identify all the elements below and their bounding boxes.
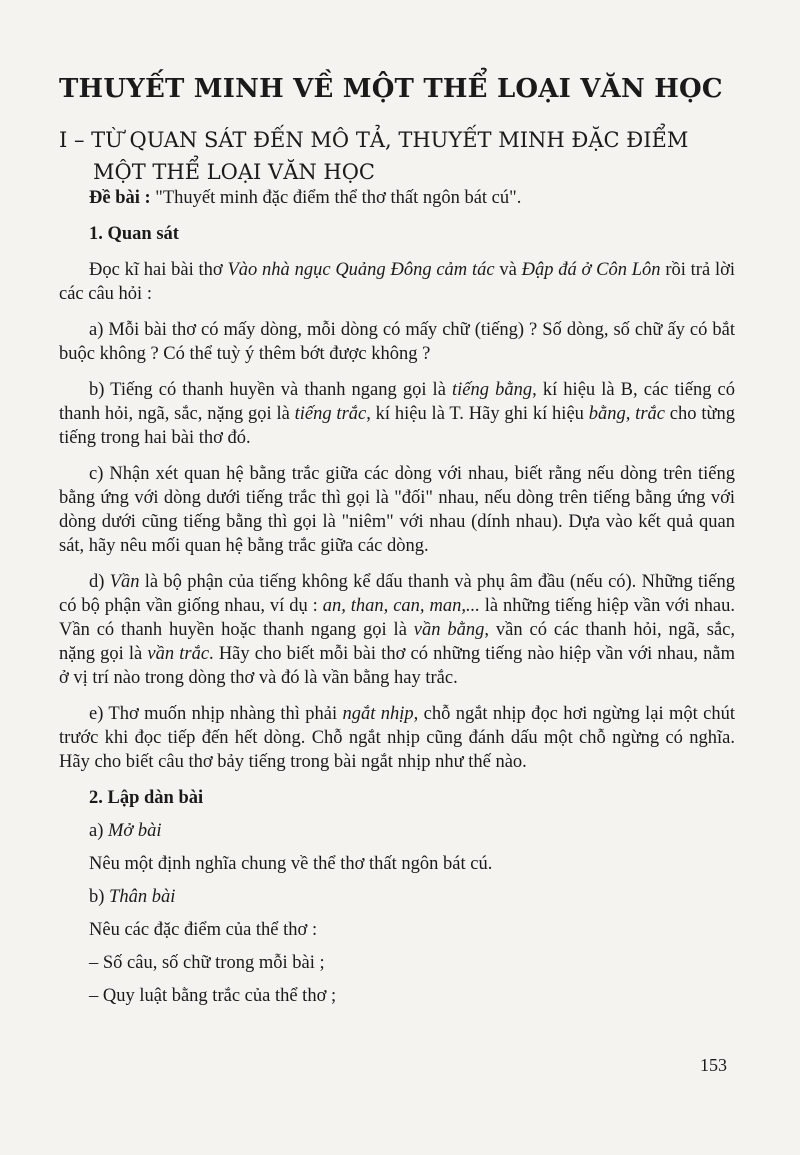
section-heading	[59, 124, 688, 188]
page-title: THUYẾT MINH VỀ MỘT THỂ LOẠI VĂN HỌC	[59, 74, 723, 104]
section-heading-line-1: I – TỪ QUAN SÁT ĐẾN MÔ TẢ, THUYẾT MINH ĐẶC ĐIỂM	[59, 128, 689, 152]
outline-a-text: Nêu một định nghĩa chung về thể thơ thất ngôn bát cú.	[89, 854, 493, 874]
bullet-item: – Quy luật bằng trắc của thể thơ ;	[89, 986, 337, 1006]
question-a: a) Mỗi bài thơ có mấy dòng, mỗi dòng có mấy chữ (tiếng) ? Số dòng, số chữ ấy có bắt buộc không ? Có thể tuỳ ý thêm bớt được không ?	[59, 320, 735, 364]
question-c: c) Nhận xét quan hệ bằng trắc giữa các dòng với nhau, biết rằng nếu dòng trên tiếng bằng ứng với dòng dưới tiếng trắc thì gọi là "đối" nhau, nếu dòng trên tiếng bằng ứng với dòng dưới cũng tiếng bằng thì gọi là "niêm" với nhau (dính nhau). Dựa vào kết quả quan sát, hãy nêu mối quan hệ bằng trắc giữa các dòng.	[59, 464, 735, 556]
outline-b-text: Nêu các đặc điểm của thể thơ :	[89, 920, 318, 940]
bullet-item: – Số câu, số chữ trong mỗi bài ;	[89, 953, 325, 973]
subheading-lap-dan-bai: 2. Lập dàn bài	[89, 788, 204, 808]
paragraph-intro: Đọc kĩ hai bài thơ Vào nhà ngục Quảng Đông cảm tác và Đập đá ở Côn Lôn rồi trả lời các câu hỏi :	[59, 260, 736, 304]
question-e: e) Thơ muốn nhịp nhàng thì phải ngắt nhịp, chỗ ngắt nhịp đọc hơi ngừng lại một chút trước khi đọc tiếp đến hết dòng. Chỗ ngắt nhịp cũng đánh dấu một chỗ ngừng có nghĩa. Hãy cho biết câu thơ bảy tiếng trong bài ngắt nhịp như thế nào.	[59, 704, 735, 772]
assignment-text: "Thuyết minh đặc điểm thể thơ thất ngôn bát cú".	[150, 188, 522, 208]
page-number: 153	[700, 1055, 727, 1075]
assignment-label: Đề bài :	[89, 188, 151, 208]
outline-b-heading: b) Thân bài	[89, 887, 176, 907]
poem-title-2: Đập đá ở Côn Lôn	[521, 260, 661, 280]
section-heading-line-2: MỘT THỂ LOẠI VĂN HỌC	[93, 160, 376, 184]
subheading-quan-sat: 1. Quan sát	[89, 224, 179, 244]
question-d: d) Vần là bộ phận của tiếng không kể dấu thanh và phụ âm đầu (nếu có). Những tiếng có bộ phận vần giống nhau, ví dụ : an, than, can, man,... là những tiếng hiệp vần với nhau. Vần có thanh huyền hoặc thanh ngang gọi là vần bằng, vần có các thanh hỏi, ngã, sắc, nặng gọi là vần trắc. Hãy cho biết mỗi bài thơ có những tiếng nào hiệp vần với nhau, nằm ở vị trí nào trong dòng thơ và đó là vần bằng hay trắc.	[59, 572, 735, 688]
main-content	[59, 186, 735, 1008]
outline-a-heading: a) Mở bài	[89, 821, 162, 841]
poem-title-1: Vào nhà ngục Quảng Đông cảm tác	[227, 260, 495, 280]
question-b: b) Tiếng có thanh huyền và thanh ngang gọi là tiếng bằng, kí hiệu là B, các tiếng có thanh hỏi, ngã, sắc, nặng gọi là tiếng trắc, kí hiệu là T. Hãy ghi kí hiệu bằng, trắc cho từng tiếng trong hai bài thơ đó.	[59, 380, 735, 448]
assignment-paragraph	[59, 186, 735, 210]
